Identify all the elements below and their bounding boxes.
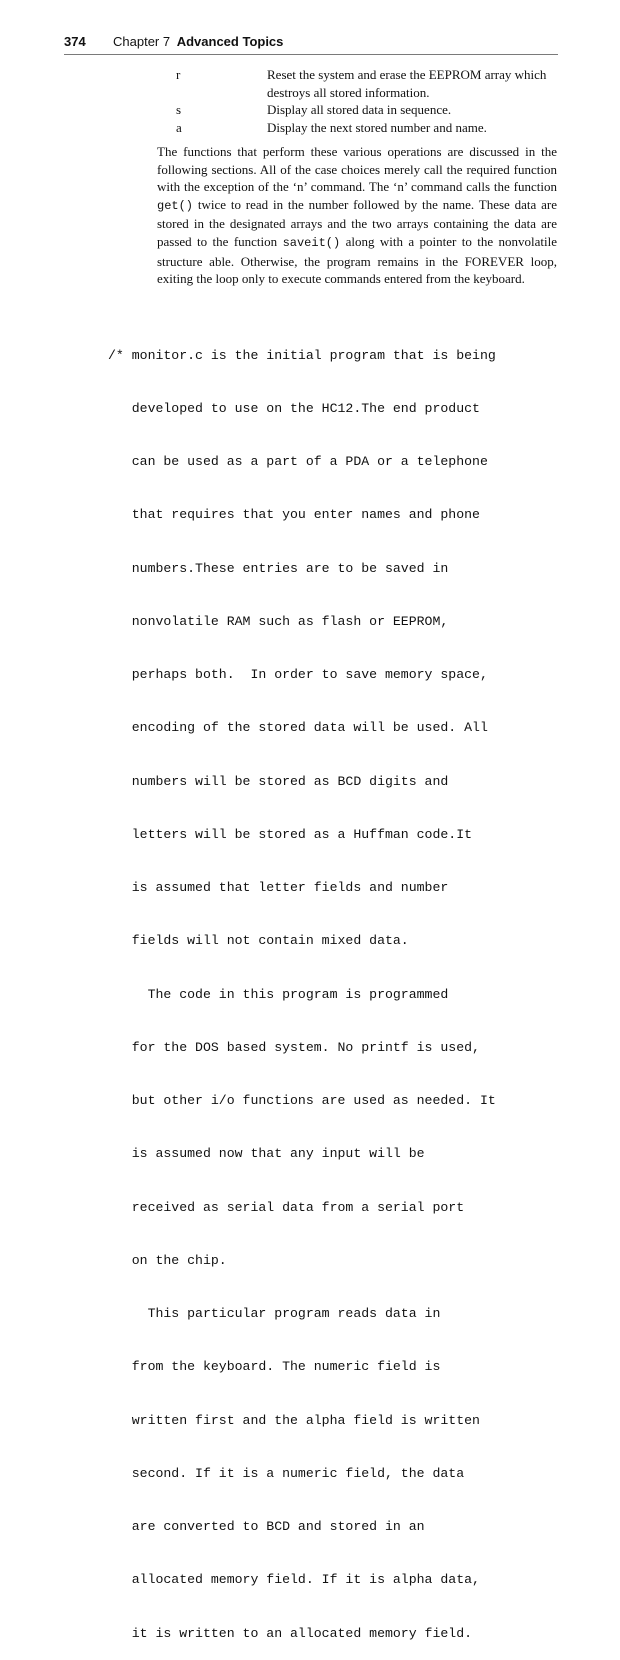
- code-line: perhaps both. In order to save memory space,: [108, 667, 488, 682]
- inline-code-get: get(): [157, 198, 194, 213]
- command-description: Reset the system and erase the EEPROM array which destroys all stored information.: [267, 67, 547, 100]
- code-line: written first and the alpha field is written: [108, 1412, 480, 1428]
- code-line: for the DOS based system. No printf is used,: [108, 1039, 480, 1055]
- paragraph-text: along with a pointer to the nonvolatile structure able. Otherwise, the program remains in the FOREVER loop, exiting the loop only to execute commands entered from the keyboard.: [157, 233, 557, 287]
- code-line: developed to use on the HC12.The end product: [108, 400, 480, 416]
- code-line: can be used as a part of a PDA or a telephone: [108, 454, 488, 469]
- command-description: Display the next stored number and name.: [267, 119, 487, 135]
- page-number: 374: [64, 34, 86, 49]
- command-item: [0, 101, 620, 119]
- code-line: it is written to an allocated memory field.: [108, 1625, 473, 1641]
- code-line: encoding of the stored data will be used. All: [108, 720, 488, 736]
- code-line: numbers will be stored as BCD digits and: [108, 773, 449, 789]
- code-line: allocated memory field. If it is alpha data,: [108, 1572, 480, 1588]
- command-item: [0, 66, 620, 101]
- code-line: /* monitor.c is the initial program that is being: [108, 347, 496, 363]
- code-line: on the chip.: [108, 1252, 227, 1268]
- chapter-title: Advanced Topics: [176, 34, 284, 49]
- running-header: [64, 34, 558, 54]
- code-line: The code in this program is programmed: [108, 986, 449, 1002]
- code-line: letters will be stored as a Huffman code.It: [108, 826, 473, 842]
- command-key: r: [176, 67, 181, 82]
- command-list: [0, 66, 620, 136]
- code-line: from the keyboard. The numeric field is: [108, 1359, 441, 1375]
- command-item: [0, 119, 620, 137]
- code-line: are converted to BCD and stored in an: [108, 1519, 425, 1534]
- code-line: is assumed that letter fields and number: [108, 880, 449, 895]
- paragraph-text: The functions that perform these various operations are discussed in the following sections. All of the case choices merely call the required function with the exception of the ‘n’ command. The ‘n’ command calls the function: [157, 144, 557, 195]
- code-line: nonvolatile RAM such as flash or EEPROM,: [108, 613, 449, 629]
- code-line: that requires that you enter names and phone: [108, 507, 480, 523]
- chapter-heading: [113, 34, 283, 49]
- code-line: received as serial data from a serial port: [108, 1199, 465, 1215]
- code-line: This particular program reads data in: [108, 1306, 441, 1321]
- paragraph-text: twice to read in the number followed by the name. These data are stored in the designated arrays and the two arrays containing the data are passed to the function: [157, 196, 557, 249]
- code-line: is assumed now that any input will be: [108, 1146, 425, 1162]
- chapter-label: Chapter 7: [113, 34, 171, 49]
- code-listing: [108, 311, 496, 1660]
- command-description: Display all stored data in sequence.: [267, 102, 452, 117]
- command-key: a: [176, 119, 182, 135]
- code-line: but other i/o functions are used as needed. It: [108, 1093, 496, 1108]
- code-line: second. If it is a numeric field, the data: [108, 1465, 465, 1481]
- header-rule: [64, 54, 558, 55]
- command-key: s: [176, 102, 182, 117]
- code-line: fields will not contain mixed data.: [108, 933, 409, 949]
- body-paragraph: [157, 143, 557, 288]
- code-line: numbers.These entries are to be saved in: [108, 560, 449, 576]
- inline-code-saveit: saveit(): [282, 235, 341, 250]
